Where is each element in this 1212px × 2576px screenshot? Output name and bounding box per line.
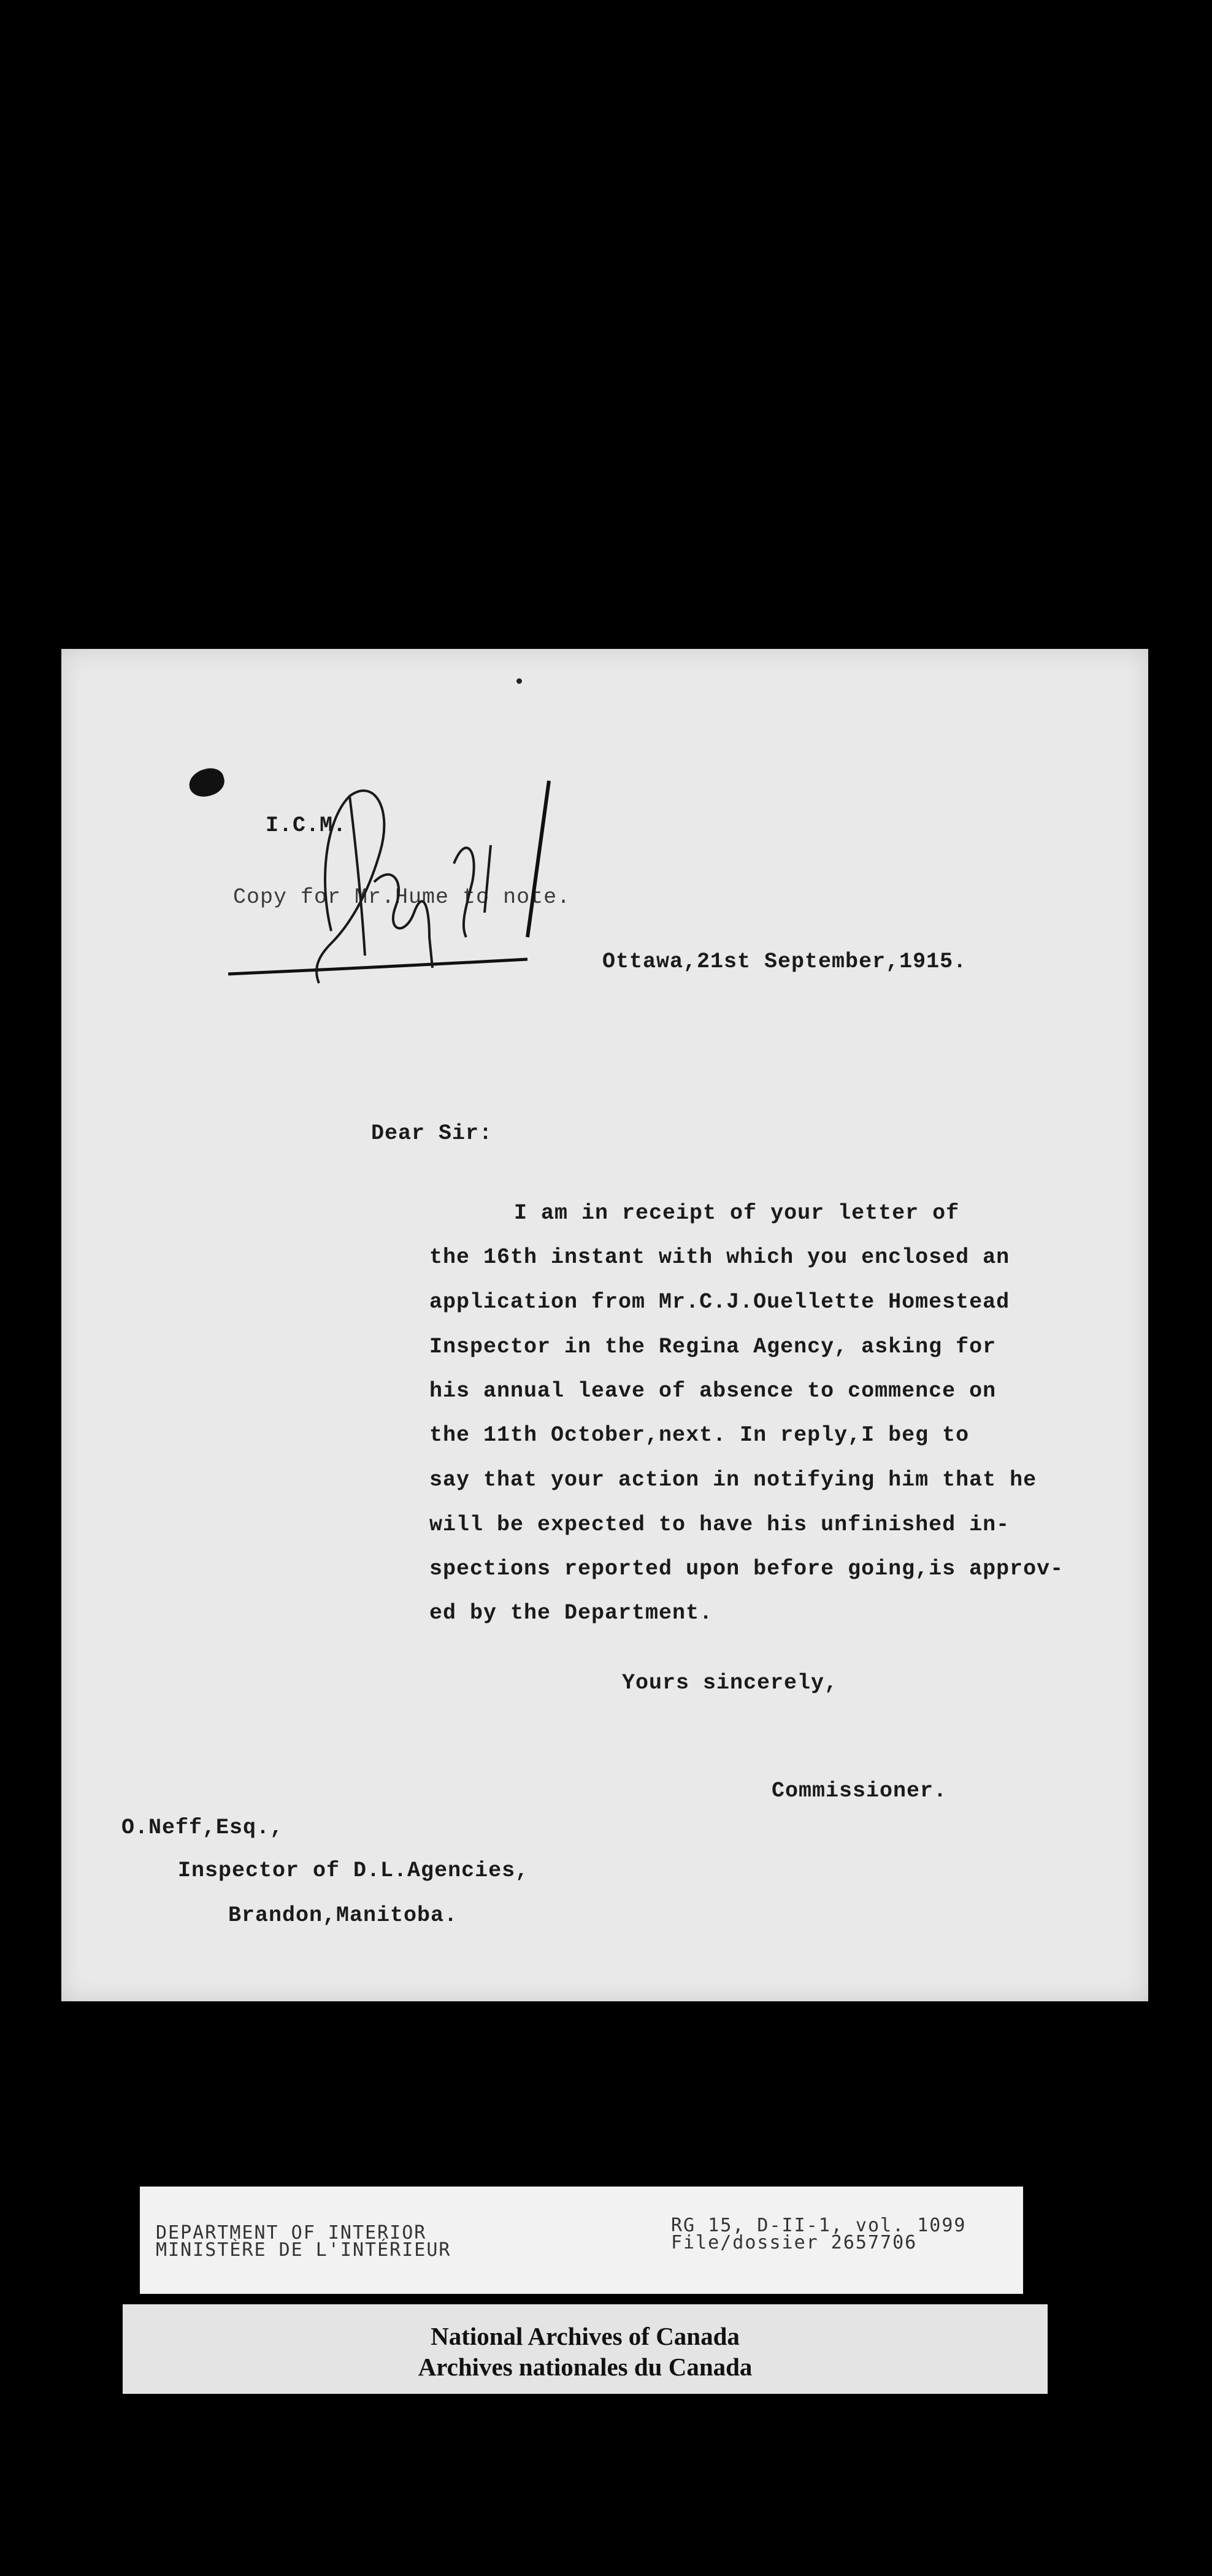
body-line: will be expected to have his unfinished in-	[429, 1512, 1010, 1537]
closing: Yours sincerely,	[622, 1671, 838, 1695]
body-line: his annual leave of absence to commence on	[429, 1379, 997, 1403]
archive-label	[140, 2187, 1023, 2294]
archives-banner	[123, 2304, 1048, 2394]
place-date: Ottawa,21st September,1915.	[602, 949, 967, 974]
department-names	[156, 2222, 451, 2261]
recipient-title: Inspector of D.L.Agencies,	[178, 1858, 529, 1883]
body-line: the 16th instant with which you enclosed an	[429, 1245, 1010, 1270]
body-line: ed by the Department.	[429, 1601, 713, 1625]
file-number: File/dossier 2657706	[671, 2232, 918, 2253]
archives-name-en: National Archives of Canada	[431, 2322, 740, 2350]
archives-name-fr: Archives nationales du Canada	[418, 2353, 753, 2381]
body-line: I am in receipt of your letter of	[514, 1201, 960, 1225]
recipient-name: O.Neff,Esq.,	[121, 1815, 284, 1840]
body-line: the 11th October,next. In reply,I beg to	[429, 1423, 970, 1447]
body-line: say that your action in notifying him that he	[429, 1468, 1037, 1492]
signature-title: Commissioner.	[772, 1779, 948, 1803]
body-line: spections reported upon before going,is approv-	[429, 1557, 1064, 1581]
handwritten-annotation-icon	[61, 649, 1148, 1017]
recipient-location: Brandon,Manitoba.	[228, 1903, 458, 1928]
copy-note: Copy for Mr.Hume to note.	[233, 885, 571, 910]
initials: I.C.M.	[266, 813, 347, 838]
letter-page	[61, 649, 1148, 2001]
department-fr: MINISTÈRE DE L'INTÉRIEUR	[156, 2239, 451, 2261]
body-line: Inspector in the Regina Agency, asking for	[429, 1335, 997, 1359]
file-reference	[671, 2217, 966, 2252]
department-en: DEPARTMENT OF INTERIOR	[156, 2222, 427, 2244]
body-line: application from Mr.C.J.Ouellette Homestead	[429, 1290, 1010, 1314]
salutation: Dear Sir:	[371, 1121, 493, 1146]
reference-number: RG 15, D-II-1, vol. 1099	[671, 2215, 967, 2236]
